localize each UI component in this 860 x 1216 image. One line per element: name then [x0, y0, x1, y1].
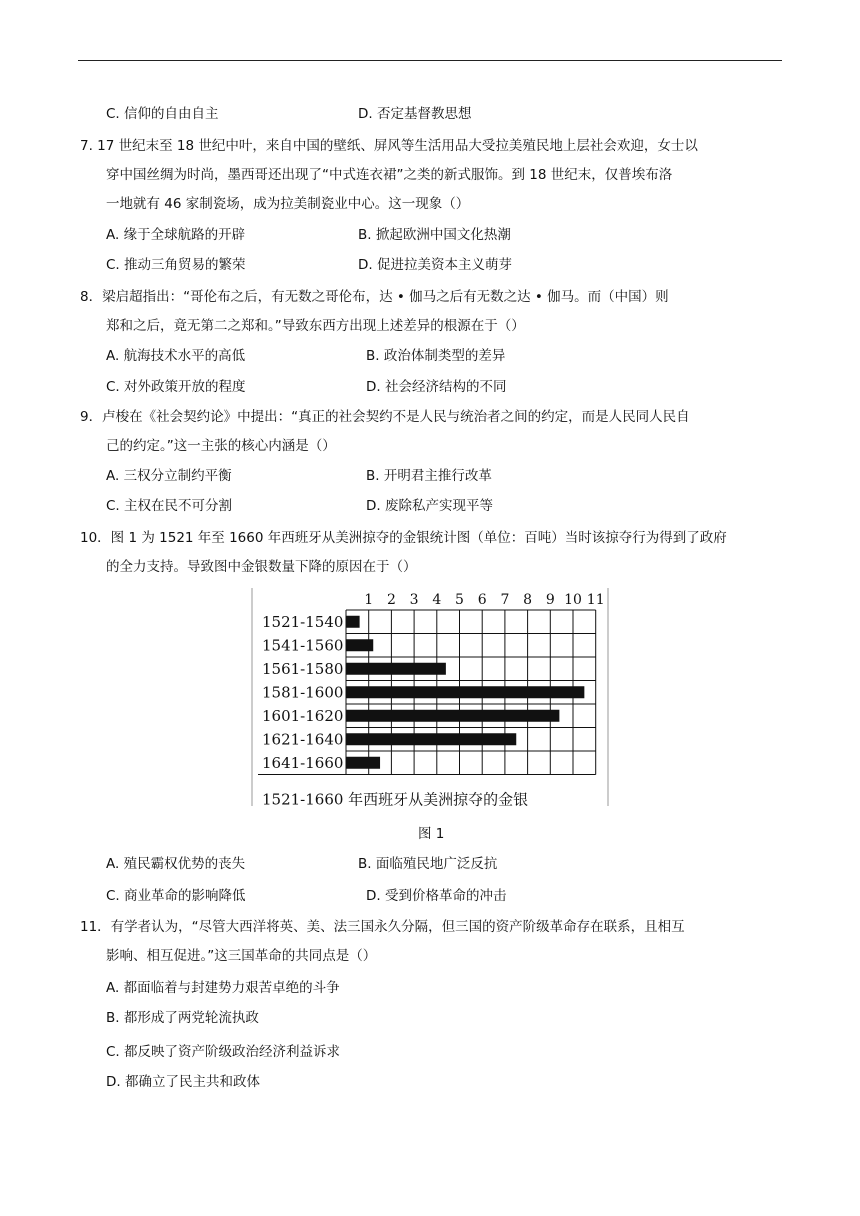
- category-label: 1541-1560: [262, 636, 344, 655]
- x-tick-label: 1: [364, 592, 374, 608]
- q8-stem-line1: 8．梁启超指出：“哥伦布之后，有无数之哥伦布，达 • 伽马之后有无数之达 • 伽马。而（中国）则: [80, 289, 669, 305]
- q7-stem-line1: 7. 17 世纪末至 18 世纪中叶，来自中国的壁纸、屏风等生活用品大受拉美殖民地上层社会欢迎，女士以: [80, 138, 698, 154]
- category-label: 1621-1640: [262, 730, 344, 749]
- x-tick-label: 8: [523, 592, 533, 608]
- q9-option-a[interactable]: A. 三权分立制约平衡: [106, 468, 232, 484]
- bar: [346, 686, 584, 698]
- header-rule: [78, 60, 782, 61]
- x-tick-label: 2: [386, 592, 396, 608]
- category-label: 1581-1600: [262, 683, 344, 702]
- x-tick-label: 6: [477, 592, 487, 608]
- q10-stem-line1: 10．图 1 为 1521 年至 1660 年西班牙从美洲掠夺的金银统计图（单位：百吨）当时该掠夺行为得到了政府: [80, 530, 727, 546]
- chart-svg: [250, 586, 610, 808]
- x-tick-label: 4: [432, 592, 442, 608]
- q7-stem-line3: 一地就有 46 家制瓷场，成为拉美制瓷业中心。这一现象（）: [106, 196, 470, 212]
- category-label: 1521-1540: [262, 612, 344, 631]
- bar: [346, 757, 380, 769]
- x-tick-label: 5: [455, 592, 464, 608]
- q9-stem-line2: 己的约定。”这一主张的核心内涵是（）: [106, 438, 336, 454]
- q6-option-d[interactable]: D. 否定基督教思想: [358, 106, 472, 122]
- x-tick-label: 10: [564, 592, 582, 608]
- x-tick-label: 9: [545, 592, 555, 608]
- bar: [346, 616, 360, 628]
- category-label: 1641-1660: [262, 753, 344, 772]
- q11-option-b[interactable]: B. 都形成了两党轮流执政: [106, 1010, 259, 1026]
- q6-option-c[interactable]: C. 信仰的自由自主: [106, 106, 219, 122]
- q7-option-a[interactable]: A. 缘于全球航路的开辟: [106, 227, 246, 243]
- x-tick-label: 11: [586, 592, 605, 608]
- q8-option-d[interactable]: D. 社会经济结构的不同: [366, 379, 507, 395]
- q8-stem-line2: 郑和之后，竟无第二之郑和。”导致东西方出现上述差异的根源在于（）: [106, 318, 525, 334]
- q10-option-c[interactable]: C. 商业革命的影响降低: [106, 888, 246, 904]
- q11-stem-line2: 影响、相互促进。”这三国革命的共同点是（）: [106, 948, 377, 964]
- q7-stem-line2: 穿中国丝绸为时尚，墨西哥还出现了“中式连衣裙”之类的新式服饰。到 18 世纪末，仅普埃布洛: [106, 167, 673, 183]
- q8-option-c[interactable]: C. 对外政策开放的程度: [106, 379, 246, 395]
- chart-title: 1521-1660 年西班牙从美洲掠夺的金银: [262, 790, 529, 808]
- q11-option-d[interactable]: D. 都确立了民主共和政体: [106, 1074, 260, 1090]
- q7-option-b[interactable]: B. 掀起欧洲中国文化热潮: [358, 227, 511, 243]
- q11-stem-line1: 11．有学者认为，“尽管大西洋将英、美、法三国永久分隔，但三国的资产阶级革命存在联系，且相互: [80, 919, 685, 935]
- figure-caption: 图 1: [418, 826, 445, 842]
- q8-option-a[interactable]: A. 航海技术水平的高低: [106, 348, 246, 364]
- category-label: 1601-1620: [262, 706, 344, 725]
- bar: [346, 639, 373, 651]
- q9-stem-line1: 9．卢梭在《社会契约论》中提出：“真正的社会契约不是人民与统治者之间的约定，而是人民同人民自: [80, 409, 690, 425]
- x-tick-label: 7: [500, 592, 510, 608]
- q10-option-a[interactable]: A. 殖民霸权优势的丧失: [106, 856, 246, 872]
- q11-option-a[interactable]: A. 都面临着与封建势力艰苦卓绝的斗争: [106, 980, 340, 996]
- q10-option-b[interactable]: B. 面临殖民地广泛反抗: [358, 856, 498, 872]
- q7-option-c[interactable]: C. 推动三角贸易的繁荣: [106, 257, 246, 273]
- x-tick-label: 3: [409, 592, 419, 608]
- q11-option-c[interactable]: C. 都反映了资产阶级政治经济利益诉求: [106, 1044, 341, 1060]
- gold-silver-chart: [250, 586, 610, 808]
- q10-stem-line2: 的全力支持。导致图中金银数量下降的原因在于（）: [106, 559, 417, 575]
- q8-option-b[interactable]: B. 政治体制类型的差异: [366, 348, 506, 364]
- q9-option-d[interactable]: D. 废除私产实现平等: [366, 498, 493, 514]
- q9-option-b[interactable]: B. 开明君主推行改革: [366, 468, 492, 484]
- bar: [346, 710, 559, 722]
- bar: [346, 733, 516, 745]
- category-label: 1561-1580: [262, 659, 344, 678]
- q9-option-c[interactable]: C. 主权在民不可分割: [106, 498, 233, 514]
- q10-option-d[interactable]: D. 受到价格革命的冲击: [366, 888, 507, 904]
- q7-option-d[interactable]: D. 促进拉美资本主义萌芽: [358, 257, 512, 273]
- bar: [346, 663, 446, 675]
